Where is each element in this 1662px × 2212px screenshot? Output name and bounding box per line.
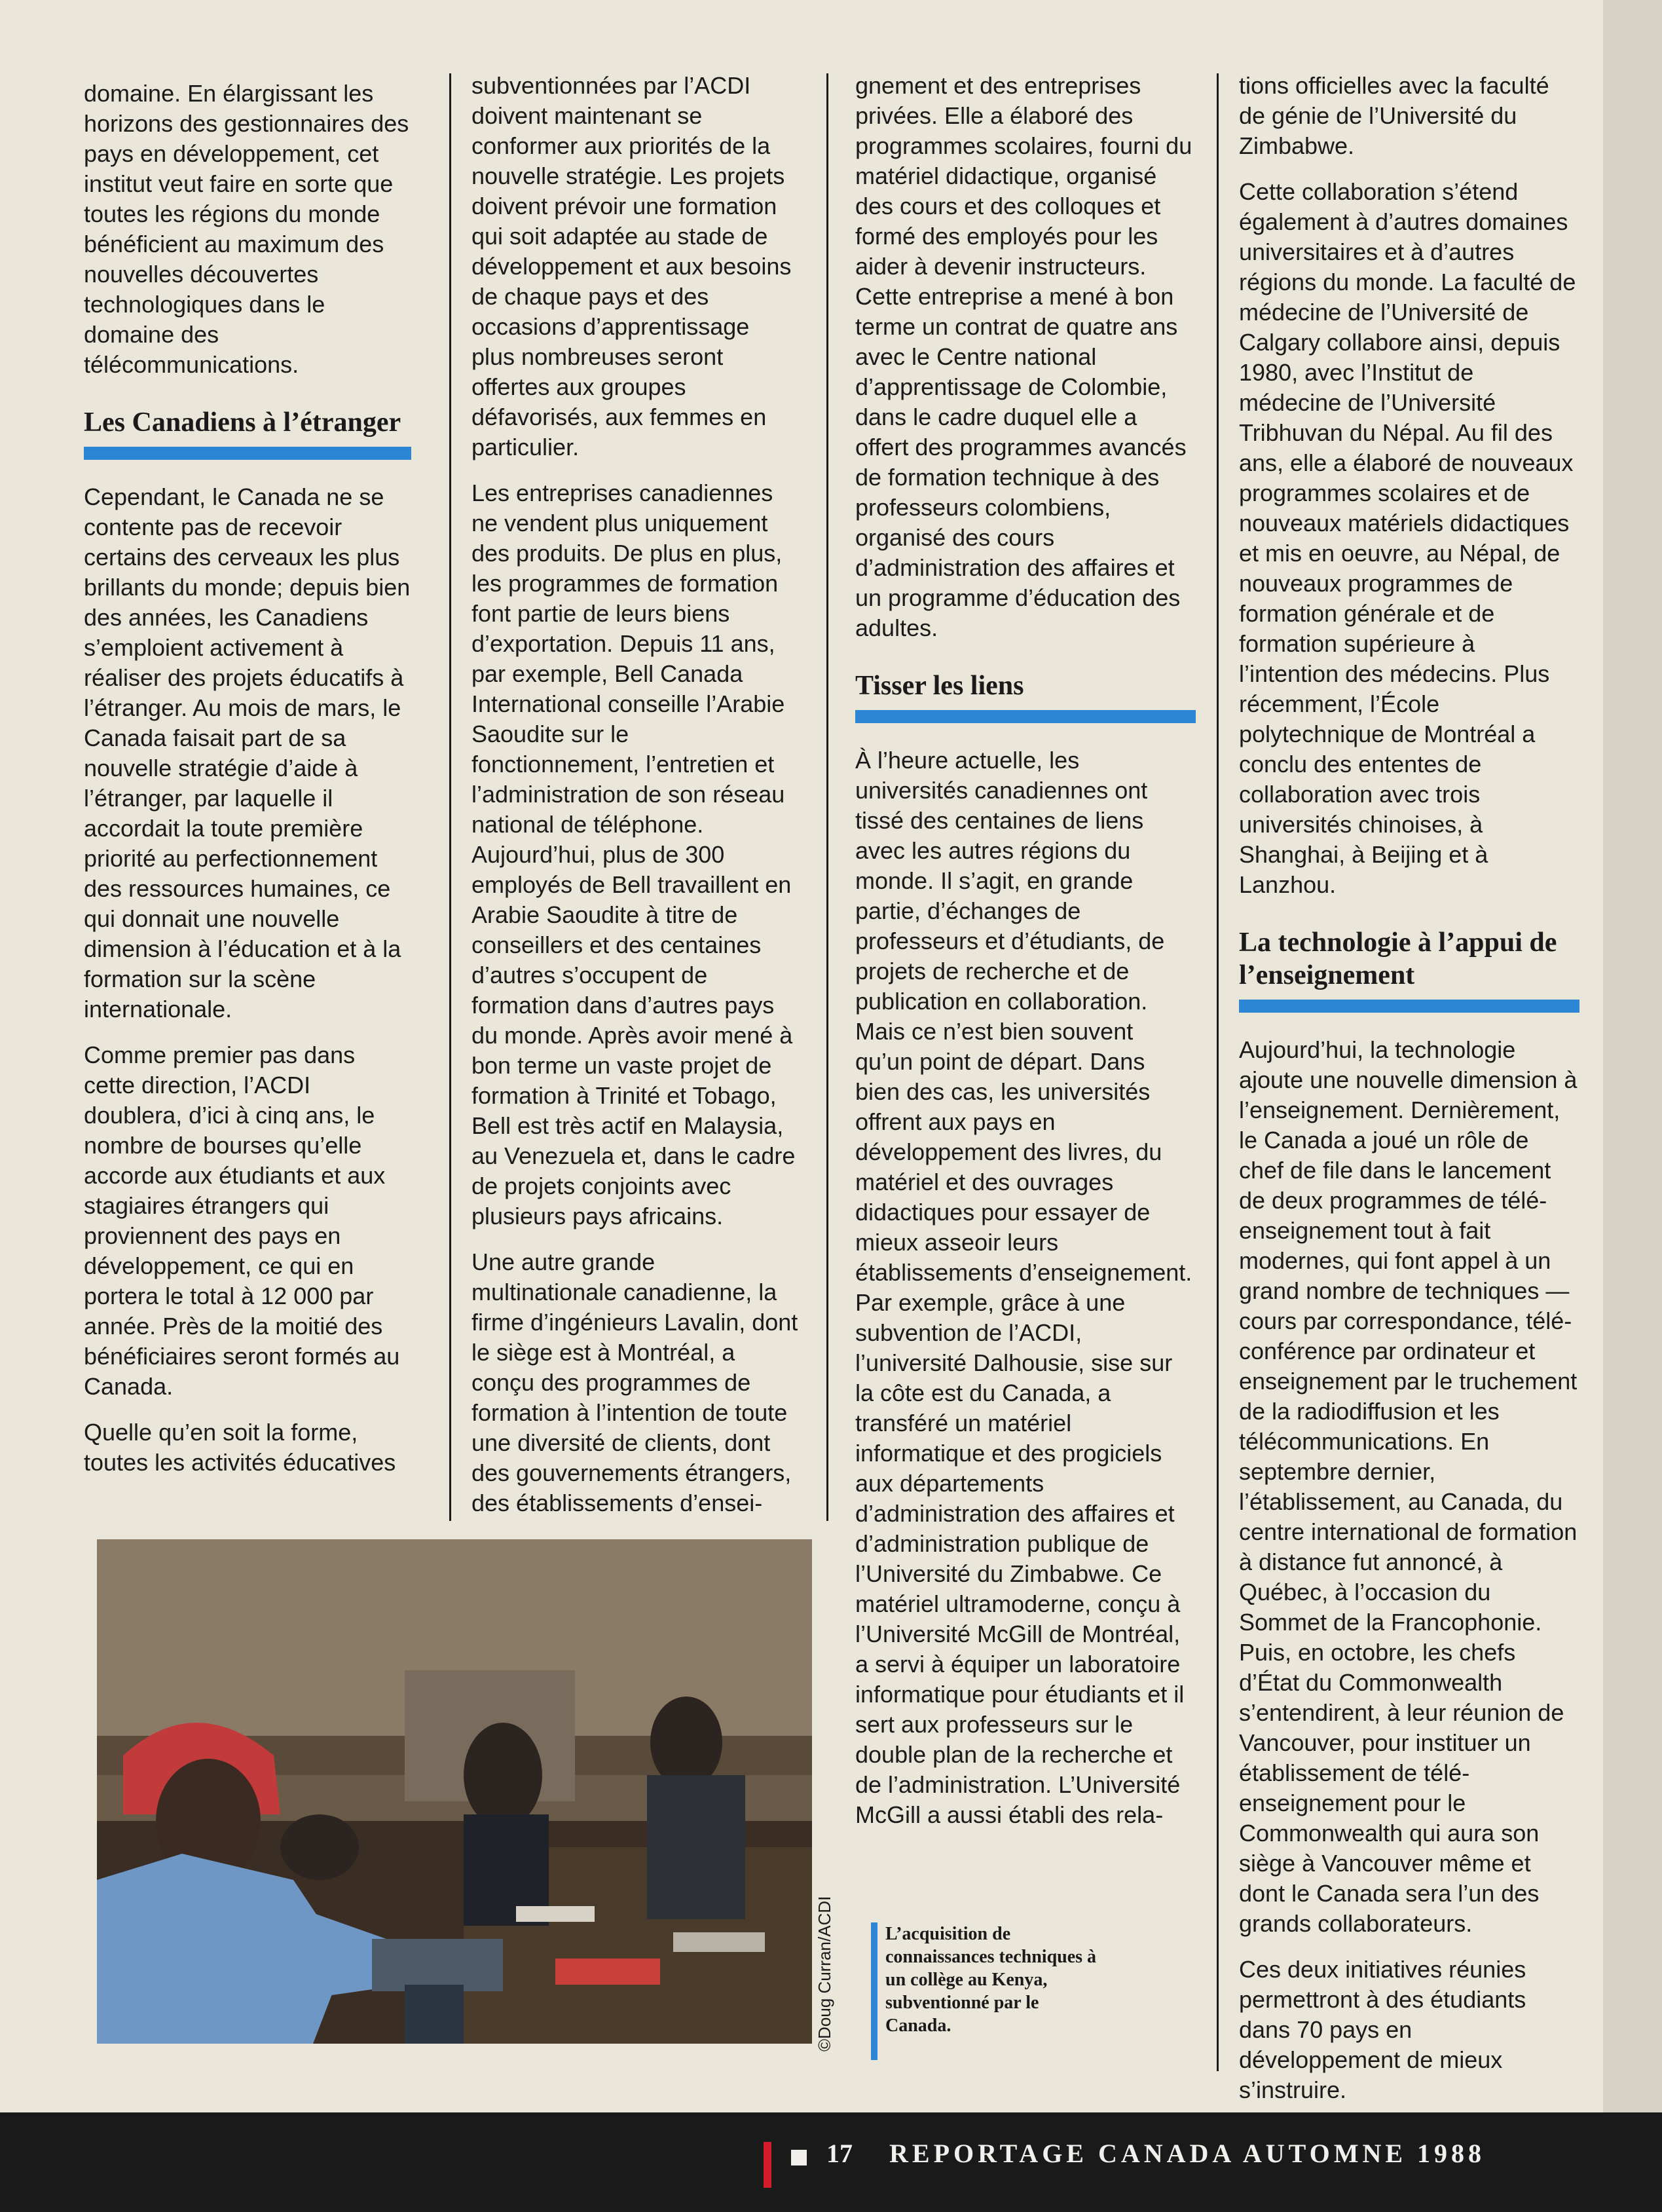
publication-title: REPORTAGE CANADA AUTOMNE 1988 (889, 2139, 1486, 2168)
heading-rule (855, 710, 1196, 723)
section-heading: Les Canadiens à l’étranger (84, 407, 401, 438)
page-number: 17 (826, 2139, 853, 2168)
article-column-2 (471, 71, 799, 1534)
caption-accent-bar (871, 1922, 877, 2060)
workshop-photo (97, 1539, 812, 2044)
paragraph: Ces deux initiatives réunies permettront à des étudiants dans 70 pays en développement de mieux s’instruire. (1239, 1956, 1526, 2103)
workshop-photo-illustration (97, 1539, 812, 2044)
paragraph: tions officielles avec la faculté de génie de l’Université du Zimbabwe. (1239, 72, 1549, 159)
footer-red-marker (764, 2142, 771, 2188)
heading-rule (1239, 1000, 1579, 1013)
photo-credit-text: ©Doug Curran/ACDI (815, 1896, 834, 2052)
paragraph: Les entreprises canadiennes ne vendent plus uniquement des produits. De plus en plus, les programmes de formation font partie de leurs biens d’exportation. Depuis 11 ans, par exemple, Bell Canada International conseille l’Arabie Saoudite sur le fonctionnement, l’entretien et l’administration de son réseau national de téléphone. Aujourd’hui, plus de 300 employés de Bell travaillent en Arabie Saoudite à titre de conseillers et des centaines d’autres s’occupent de formation dans d’autres pays du monde. Après avoir mené à bon terme un vaste projet de formation à Trinité et Tobago, Bell est très actif en Malaysia, au Venezuela et, dans le cadre de projets conjoints avec plusieurs pays africains. (471, 479, 796, 1229)
column-divider (449, 73, 451, 1521)
paragraph: Une autre grande multinationale canadienne, la firme d’ingénieurs Lavalin, dont le siège est à Montréal, a conçu des programmes de formation à l’intention de toute une diversité de clients, dont des gouvernements étrangers, des établissements d’ensei- (471, 1248, 798, 1516)
section-heading: Tisser les liens (855, 671, 1024, 701)
article-column-3 (855, 71, 1196, 1846)
adjacent-page-edge (1603, 0, 1662, 2112)
paragraph: Cette collaboration s’étend également à d’autres domaines universitaires et à d’autres régions du monde. La faculté de médecine de l’Université de Calgary collabore ainsi, depuis 1980, avec l’Institut de médecine de l’Université Tribhuvan du Népal. Au fil des ans, elle a élaboré de nouveaux programmes scolaires et de nouveaux matériels didactiques et mis en oeuvre, au Népal, de nouveaux programmes de formation générale et de formation supérieure à l’intention des médecins. Plus récemment, l’École polytechnique de Montréal a conclu des ententes de collaboration avec trois universités chinoises, à Shanghai, à Beijing et à Lanzhou. (1239, 178, 1576, 898)
paragraph: Cependant, le Canada ne se contente pas de recevoir certains des cerveaux les plus brillants du monde; depuis bien des années, les Canadiens s’emploient activement à réaliser des projets éducatifs à l’étranger. Au mois de mars, le Canada faisait part de sa nouvelle stratégie d’aide à l’étranger, par laquelle il accordait la toute première priorité au perfectionnement des ressources humaines, ce qui donnait une nouvelle dimension à l’éducation et à la formation sur la scène internationale. (84, 483, 411, 1022)
section-heading: La technologie à l’appui de l’enseignement (1239, 928, 1557, 990)
article-column-1 (84, 79, 411, 1493)
footer-square-icon (791, 2150, 807, 2165)
paragraph: subventionnées par l’ACDI doivent maintenant se conformer aux priorités de la nouvelle stratégie. Les projets doivent prévoir une formation qui soit adaptée au stade de développement et aux besoins de chaque pays et des occasions d’apprentissage plus nombreuses seront offertes aux groupes défavorisés, aux femmes en particulier. (471, 72, 792, 460)
heading-rule (84, 447, 411, 460)
article-column-4 (1239, 71, 1579, 2121)
paragraph: À l’heure actuelle, les universités canadiennes ont tissé des centaines de liens avec les autres régions du monde. Il s’agit, en grande partie, d’échanges de professeurs et d’étudiants, de projets de recherche et de publication en collaboration. Mais ce n’est bien souvent qu’un point de départ. Dans bien des cas, les universités offrent aux pays en développement des livres, du matériel et des ouvrages didactiques pour essayer de mieux asseoir leurs établissements d’enseignement. Par exemple, grâce à une subvention de l’ACDI, l’université Dalhousie, sise sur la côte est du Canada, a transféré un matériel informatique et des progiciels aux départements d’administration des affaires et d’administration publique de l’Université du Zimbabwe. Ce matériel ultramoderne, conçu à l’Université McGill de Montréal, a servi à équiper un laboratoire informatique pour étudiants et il sert aux professeurs sur le double plan de la recherche et de l’administration. L’Université McGill a aussi établi des rela- (855, 747, 1192, 1828)
paragraph: Comme premier pas dans cette direction, l’ACDI doublera, d’ici à cinq ans, le nombre de bourses qu’elle accorde aux étudiants et aux stagiaires étrangers qui proviennent des pays en développement, ce qui en portera le total à 12 000 par année. Près de la moitié des bénéficiaires seront formés au Canada. (84, 1041, 400, 1400)
paragraph: Quelle qu’en soit la forme, toutes les activités éducatives (84, 1419, 396, 1476)
paragraph: Aujourd’hui, la technologie ajoute une nouvelle dimension à l’enseignement. Dernièrement, le Canada a joué un rôle de chef de file dans le lancement de deux programmes de télé-enseignement tout à fait modernes, qui font appel à un grand nombre de techniques — cours par correspondance, télé-conférence par ordinateur et enseignement par le truchement de la radiodiffusion et les télécommunications. En septembre dernier, l’établissement, au Canada, du centre international de formation à distance fut annoncé, à Québec, à l’occasion du Sommet de la Francophonie. Puis, en octobre, les chefs d’État du Commonwealth s’entendirent, à leur réunion de Vancouver, pour instituer un établissement de télé-enseignement pour le Commonwealth qui aura son siège à Vancouver même et dont le Canada sera l’un des grands collaborateurs. (1239, 1036, 1578, 1937)
photo-credit (811, 1841, 837, 2057)
paragraph: gnement et des entreprises privées. Elle a élaboré des programmes scolaires, fourni du matériel didactique, organisé des cours et des colloques et formé des employés pour les aider à devenir instructeurs. Cette entreprise a mené à bon terme un contrat de quatre ans avec le Centre national d’apprentissage de Colombie, dans le cadre duquel elle a offert des programmes avancés de formation technique à des professeurs colombiens, organisé des cours d’administration des affaires et un programme d’éducation des adultes. (855, 72, 1192, 641)
paragraph: domaine. En élargissant les horizons des gestionnaires des pays en développement, cet institut veut faire en sorte que toutes les régions du monde bénéficient au maximum des nouvelles découvertes technologiques dans le domaine des télécommunications. (84, 80, 409, 378)
column-divider (826, 73, 828, 1521)
photo-caption: L’acquisition de connaissances techniques à un collège au Kenya, subventionné par le Canada. (885, 1924, 1097, 2036)
column-divider (1217, 73, 1219, 2071)
